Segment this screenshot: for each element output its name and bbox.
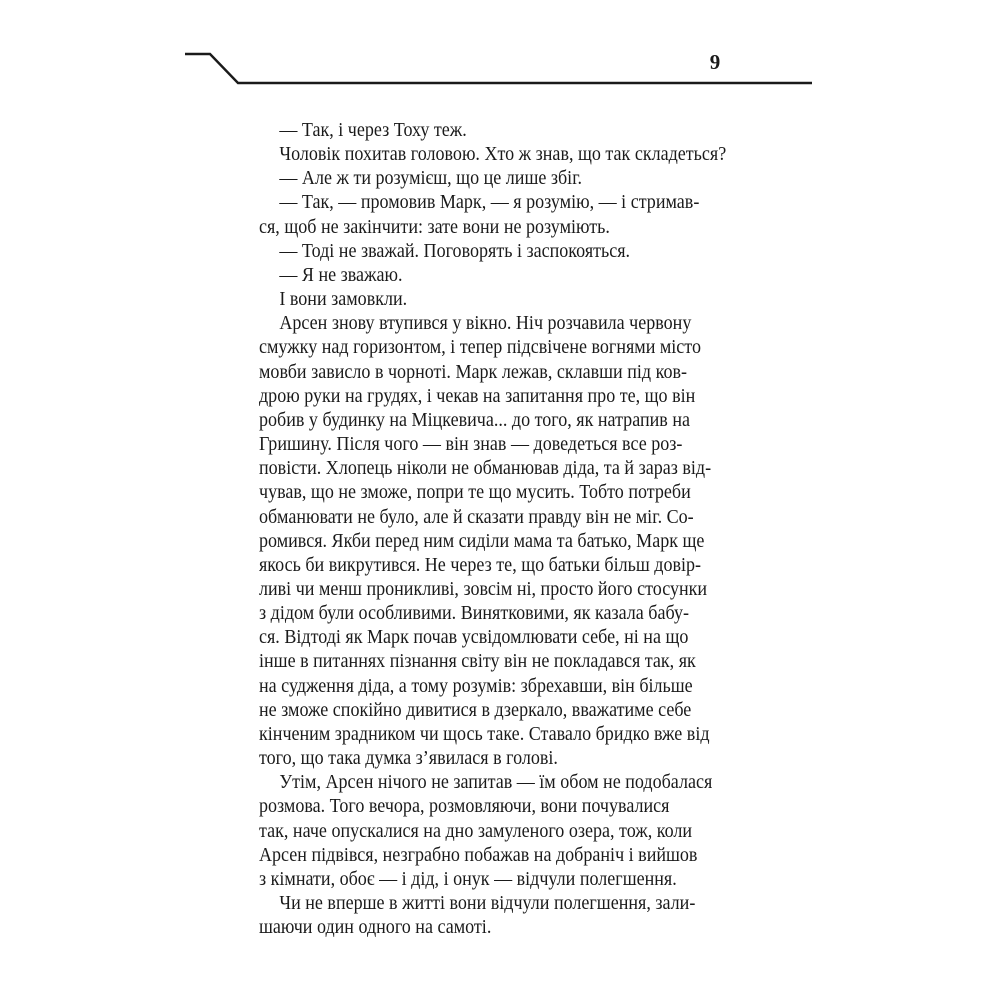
paragraph xyxy=(259,166,669,190)
text-line: з дідом були особливими. Винятковими, як казала бабу- xyxy=(259,602,690,625)
text-line: інше в питаннях пізнання світу він не покладався так, як xyxy=(259,650,696,673)
text-line: не зможе спокійно дивитися в дзеркало, вважатиме себе xyxy=(259,698,692,721)
text-line: робив у будинку на Міцкевича... до того, як натрапив на xyxy=(259,408,690,431)
text-line: ромився. Якби перед ним сиділи мама та батько, Марк ще xyxy=(259,529,705,552)
paragraph xyxy=(259,142,727,166)
text-line: Утім, Арсен нічого не запитав — їм обом не подобалася xyxy=(279,771,713,794)
text-line: ся. Відтоді як Марк почав усвідомлювати себе, ні на що xyxy=(259,626,689,649)
text-line: якось би викрутився. Не через те, що батьки більш довір- xyxy=(259,553,702,576)
paragraph xyxy=(259,118,669,142)
text-line: І вони замовкли. xyxy=(279,288,408,311)
text-line: — Так, — промовив Марк, — я розумію, — і стримав- xyxy=(279,191,700,214)
body-text xyxy=(259,118,727,939)
text-line: Чоловік похитав головою. Хто ж знав, що так складеться? xyxy=(279,143,727,166)
text-line: того, що така думка з’явилася в голові. xyxy=(259,747,558,770)
paragraph xyxy=(259,287,669,311)
text-line: — Але ж ти розумієш, що це лише збіг. xyxy=(279,167,583,190)
text-line: розмова. Того вечора, розмовляючи, вони почувалися xyxy=(259,795,670,818)
paragraph xyxy=(259,770,713,891)
text-line: Чи не вперше в житті вони відчули полегшення, зали- xyxy=(279,892,696,914)
text-line: ся, щоб не закінчити: зате вони не розуміють. xyxy=(259,215,610,238)
paragraph xyxy=(259,311,712,770)
paragraph xyxy=(259,263,669,287)
text-line: мовби зависло в чорноті. Марк лежав, склавши під ков- xyxy=(259,360,688,383)
text-line: шаючи один одного на самоті. xyxy=(259,916,492,939)
text-line: обманювати не було, але й сказати правду він не міг. Со- xyxy=(259,505,694,528)
text-line: так, наче опускалися на дно замуленого озера, тож, коли xyxy=(259,819,693,842)
text-line: чував, що не зможе, попри те що мусить. Тобто потреби xyxy=(259,481,691,504)
text-line: Арсен знову втупився у вікно. Ніч розчавила червону xyxy=(279,312,692,335)
text-line: — Так, і через Тоху теж. xyxy=(279,119,467,141)
text-line: — Тоді не зважай. Поговорять і заспокояться. xyxy=(279,239,631,262)
text-line: на судження діда, а тому розумів: збрехавши, він більше xyxy=(259,674,693,697)
text-line: кінченим зрадником чи щось таке. Ставало бридко вже від xyxy=(259,722,710,745)
text-line: ливі чи менш проникливі, зовсім ні, просто його стосунки xyxy=(259,577,708,600)
text-line: повісти. Хлопець ніколи не обманював діда, та й зараз від- xyxy=(259,457,712,480)
text-line: — Я не зважаю. xyxy=(279,263,403,286)
paragraph xyxy=(259,190,700,238)
text-line: з кімнати, обоє — і дід, і онук — відчули полегшення. xyxy=(259,867,677,890)
text-line: Гришину. Після чого — він знав — доведеться все роз- xyxy=(259,433,683,456)
paragraph xyxy=(259,891,696,939)
page-number: 9 xyxy=(709,50,721,74)
paragraph xyxy=(259,239,669,263)
header-rule xyxy=(0,0,1000,100)
text-line: смужку над горизонтом, і тепер підсвічене вогнями місто xyxy=(259,336,701,359)
text-line: Арсен підвівся, незграбно побажав на добраніч і вийшов xyxy=(259,843,698,866)
text-line: дрою руки на грудях, і чекав на запитання про те, що він xyxy=(259,384,696,407)
